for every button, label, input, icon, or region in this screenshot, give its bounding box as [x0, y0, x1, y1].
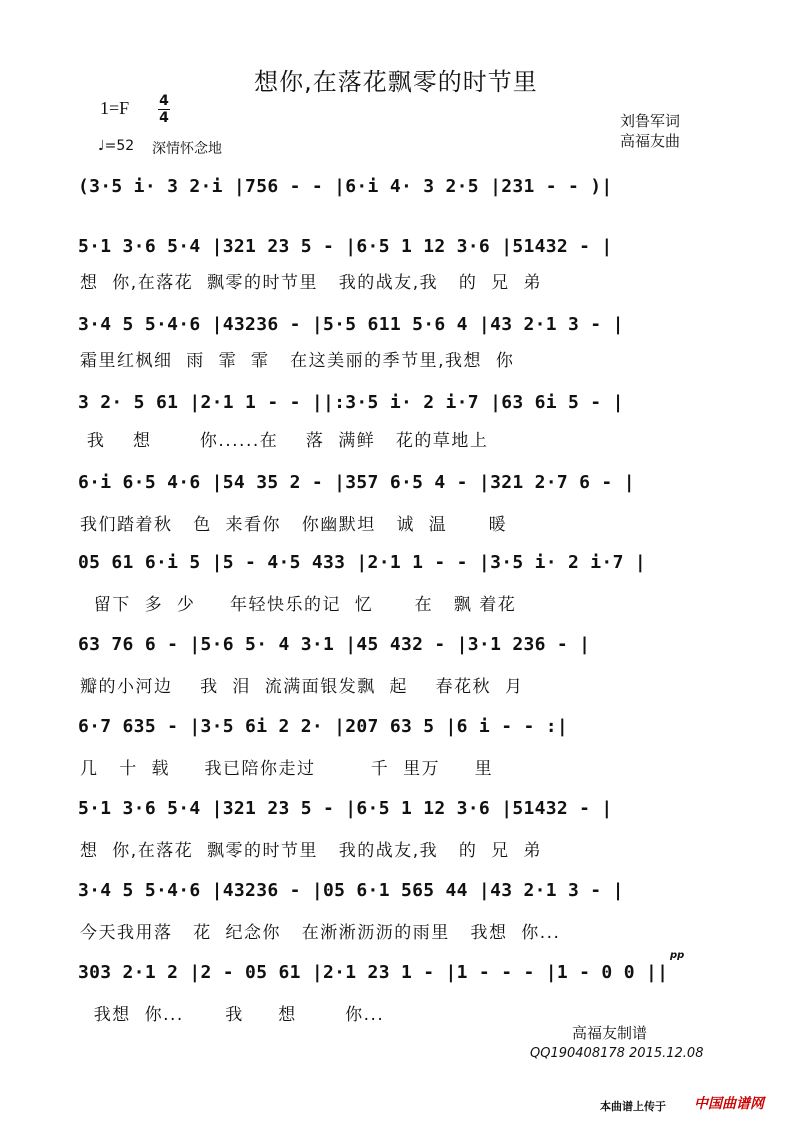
score-lyrics-row-2: 想 你,在落花 飘零的时节里 我的战友,我 的 兄 弟	[80, 273, 542, 293]
score-notes-row-10: 3·4 5 5·4·6 |43236 - |05 6·1 565 44 |43 2·1 3 - |	[78, 880, 624, 901]
score-notes-row-7: 63 76 6 - |5·6 5· 4 3·1 |45 432 - |3·1 236 - |	[78, 634, 591, 655]
composer-credit: 高福友曲	[620, 132, 681, 150]
time-sig-top: 4	[159, 93, 169, 109]
score-lyrics-row-8: 几 十 载 我已陪你走过 千 里万 里	[80, 759, 494, 779]
score-lyrics-row-3: 霜里红枫细 雨 霏 霏 在这美丽的季节里,我想 你	[80, 351, 515, 371]
score-notes-row-5: 6·i 6·5 4·6 |54 35 2 - |357 6·5 4 - |321 2·7 6 - |	[78, 472, 635, 493]
site-logo[interactable]: 中国曲谱网	[694, 1096, 764, 1112]
upload-note: 本曲谱上传于	[600, 1100, 666, 1113]
tempo-mark: ♩=52	[98, 138, 135, 154]
score-lyrics-row-9: 想 你,在落花 飘零的时节里 我的战友,我 的 兄 弟	[80, 841, 542, 861]
contact-date: QQ190408178 2015.12.08	[530, 1046, 704, 1061]
dynamics-mark: pp	[670, 950, 685, 961]
time-sig-bottom: 4	[159, 110, 169, 126]
arranger-credit: 高福友制谱	[572, 1024, 648, 1042]
score-notes-row-1: (3·5 i· 3 2·i |756 - - |6·i 4· 3 2·5 |231 - - )|	[78, 176, 613, 197]
score-notes-row-11: 303 2·1 2 |2 - 05 61 |2·1 23 1 - |1 - - - |1 - 0 0 ||	[78, 962, 669, 983]
score-notes-row-6: 05 61 6·i 5 |5 - 4·5 433 |2·1 1 - - |3·5 i· 2 i·7 |	[78, 552, 646, 573]
score-lyrics-row-7: 瓣的小河边 我 泪 流满面银发飘 起 春花秋 月	[80, 677, 524, 697]
time-signature	[158, 94, 170, 125]
score-notes-row-8: 6·7 635 - |3·5 6i 2 2· |207 63 5 |6 i - - :|	[78, 716, 569, 737]
score-lyrics-row-6: 留下 多 少 年轻快乐的记 忆 在 飘 着花	[80, 595, 517, 615]
score-lyrics-row-11: 我想 你... 我 想 你...	[80, 1005, 385, 1025]
page-title: 想你,在落花飘零的时节里	[254, 68, 538, 96]
expression-mark: 深情怀念地	[152, 141, 222, 157]
lyricist-credit: 刘鲁军词	[620, 112, 681, 130]
score-lyrics-row-5: 我们踏着秋 色 来看你 你幽默坦 诚 温 暖	[80, 515, 508, 535]
score-notes-row-2: 5·1 3·6 5·4 |321 23 5 - |6·5 1 12 3·6 |51432 - |	[78, 236, 613, 257]
score-notes-row-3: 3·4 5 5·4·6 |43236 - |5·5 611 5·6 4 |43 2·1 3 - |	[78, 314, 624, 335]
score-notes-row-9: 5·1 3·6 5·4 |321 23 5 - |6·5 1 12 3·6 |51432 - |	[78, 798, 613, 819]
score-lyrics-row-4: 我 想 你......在 落 满鲜 花的草地上	[80, 431, 489, 451]
score-notes-row-4: 3 2· 5 61 |2·1 1 - - ||:3·5 i· 2 i·7 |63 6i 5 - |	[78, 392, 624, 413]
score-lyrics-row-10: 今天我用落 花 纪念你 在淅淅沥沥的雨里 我想 你...	[80, 923, 561, 943]
key-signature: 1=F	[100, 98, 130, 118]
